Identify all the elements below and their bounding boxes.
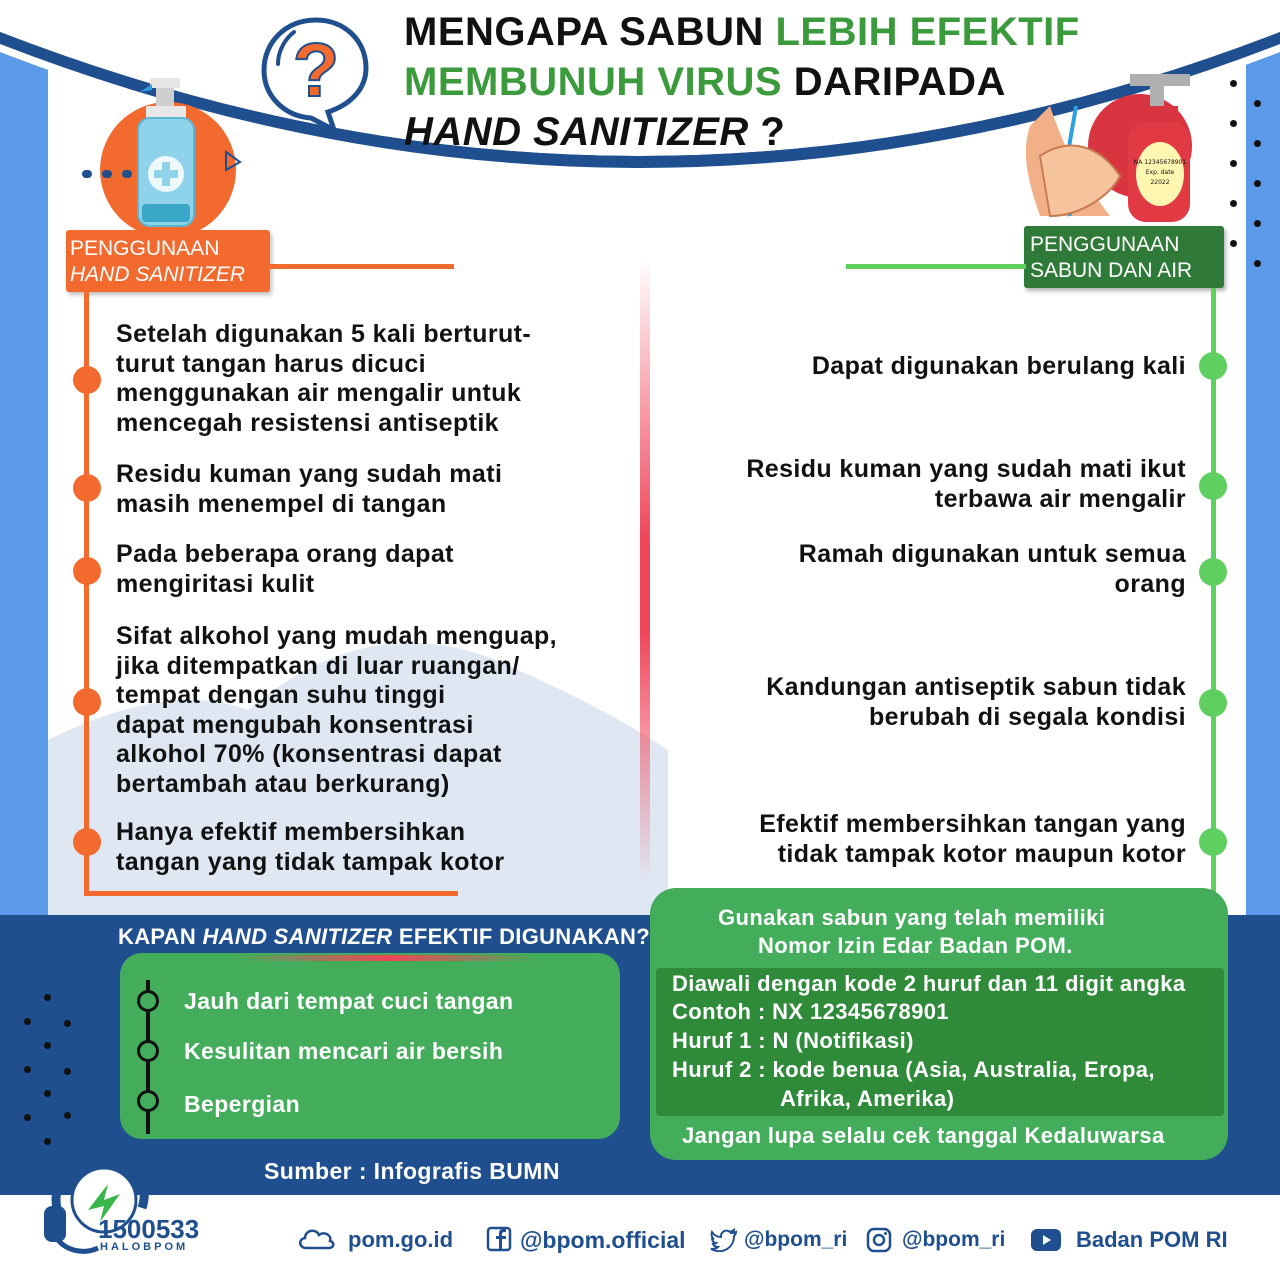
bottle-label-line3: 22022	[1150, 179, 1170, 186]
right-bullet-2	[1199, 472, 1227, 500]
left-header-line1: PENGGUNAAN	[70, 237, 220, 260]
right-item-1: Dapat digunakan berulang kali	[811, 352, 1186, 380]
title-line-3: HAND SANITIZER ?	[404, 110, 786, 154]
source-text: Sumber : Infografis BUMN	[264, 1158, 560, 1184]
right-item-2: Residu kuman yang sudah mati ikut terbawa air mengalir	[746, 455, 1186, 513]
left-bullet-1	[73, 366, 101, 394]
left-item-5: Hanya efektif membersihkan tangan yang tidak tampak kotor	[116, 818, 505, 876]
hotline-label: HALOBPOM	[100, 1241, 189, 1253]
kapan-title-underline	[238, 955, 538, 961]
sabun-info-top-line2: Nomor Izin Edar Badan POM.	[758, 933, 1073, 958]
title-line-2: MEMBUNUH VIRUS DARIPADA	[404, 60, 1006, 104]
sabun-info-inner-line5: Afrika, Amerika)	[780, 1086, 955, 1111]
soap-and-hands-icon	[1010, 66, 1220, 236]
left-item-2: Residu kuman yang sudah mati masih menempel di tangan	[116, 460, 503, 518]
footer-twitter-link[interactable]: @bpom_ri	[744, 1228, 848, 1251]
right-bullet-1	[1199, 352, 1227, 380]
kapan-title: KAPAN HAND SANITIZER EFEKTIF DIGUNAKAN?	[118, 924, 650, 949]
right-header-line1: PENGGUNAAN	[1030, 233, 1180, 256]
kapan-bullet-2	[137, 1040, 159, 1062]
sabun-info-inner-line2: Contoh : NX 12345678901	[672, 999, 949, 1024]
right-header-line2: SABUN DAN AIR	[1030, 259, 1193, 282]
bottle-label-line2: Exp. date	[1145, 169, 1175, 176]
sabun-info-inner-line4: Huruf 2 : kode benua (Asia, Australia, Eropa,	[672, 1057, 1155, 1082]
left-timeline-bottom	[84, 891, 458, 896]
youtube-icon	[1030, 1228, 1062, 1252]
kapan-bullet-3	[137, 1090, 159, 1112]
left-bullet-2	[73, 474, 101, 502]
sabun-info-inner-line3: Huruf 1 : N (Notifikasi)	[672, 1028, 914, 1053]
right-bullet-5	[1199, 828, 1227, 856]
left-item-3: Pada beberapa orang dapat mengiritasi kulit	[116, 540, 454, 598]
kapan-item-2: Kesulitan mencari air bersih	[184, 1038, 504, 1064]
right-timeline-top	[846, 264, 1026, 269]
right-bullet-3	[1199, 558, 1227, 586]
sabun-info-top-line1: Gunakan sabun yang telah memiliki	[718, 905, 1106, 930]
svg-text:?: ?	[292, 28, 340, 113]
left-item-1: Setelah digunakan 5 kali berturut- turut tangan harus dicuci menggunakan air mengalir untuk mencegah resistensi antiseptik	[116, 320, 532, 437]
title-line-1: MENGAPA SABUN LEBIH EFEKTIF	[404, 10, 1080, 54]
kapan-item-3: Bepergian	[184, 1091, 301, 1117]
sabun-info-bottom-line: Jangan lupa selalu cek tanggal Kedaluwarsa	[682, 1123, 1165, 1148]
right-bullet-4	[1199, 689, 1227, 717]
hand-sanitizer-bottle-icon	[76, 70, 246, 240]
decor-dots-left	[14, 990, 84, 1170]
left-bullet-5	[73, 828, 101, 856]
left-timeline-top	[268, 264, 454, 269]
instagram-icon	[866, 1227, 892, 1253]
right-item-4: Kandungan antiseptik sabun tidak berubah di segala kondisi	[766, 673, 1186, 731]
question-bubble-icon	[256, 12, 374, 130]
bottle-label-line1: NA 12345678901	[1133, 159, 1187, 166]
center-divider	[640, 260, 650, 880]
left-header-line2: HAND SANITIZER	[70, 263, 246, 286]
sabun-info-inner-line1: Diawali dengan kode 2 huruf dan 11 digit angka	[672, 971, 1186, 996]
footer-youtube-link[interactable]: Badan POM RI	[1076, 1227, 1228, 1252]
hotline-number: 1500533	[98, 1214, 200, 1244]
footer-instagram-link[interactable]: @bpom_ri	[902, 1228, 1006, 1251]
footer-facebook-link[interactable]: @bpom.official	[520, 1227, 686, 1253]
left-header-badge	[66, 230, 270, 292]
facebook-icon	[486, 1226, 512, 1252]
left-bullet-4	[73, 688, 101, 716]
kapan-bullet-1	[137, 990, 159, 1012]
left-bullet-3	[73, 557, 101, 585]
cloud-icon	[296, 1224, 336, 1252]
decor-dots-right	[1220, 70, 1280, 290]
right-item-3: Ramah digunakan untuk semua orang	[798, 540, 1186, 598]
left-item-4: Sifat alkohol yang mudah menguap, jika ditempatkan di luar ruangan/ tempat dengan suhu tinggi dapat mengubah konsentrasi alkohol 70% (konsentrasi dapat bertambah atau berkurang)	[116, 622, 558, 798]
right-header-badge	[1024, 226, 1224, 288]
kapan-item-1: Jauh dari tempat cuci tangan	[184, 988, 514, 1014]
twitter-icon	[710, 1228, 738, 1252]
footer-website-link[interactable]: pom.go.id	[348, 1227, 454, 1252]
right-item-5: Efektif membersihkan tangan yang tidak tampak kotor maupun kotor	[759, 810, 1186, 868]
